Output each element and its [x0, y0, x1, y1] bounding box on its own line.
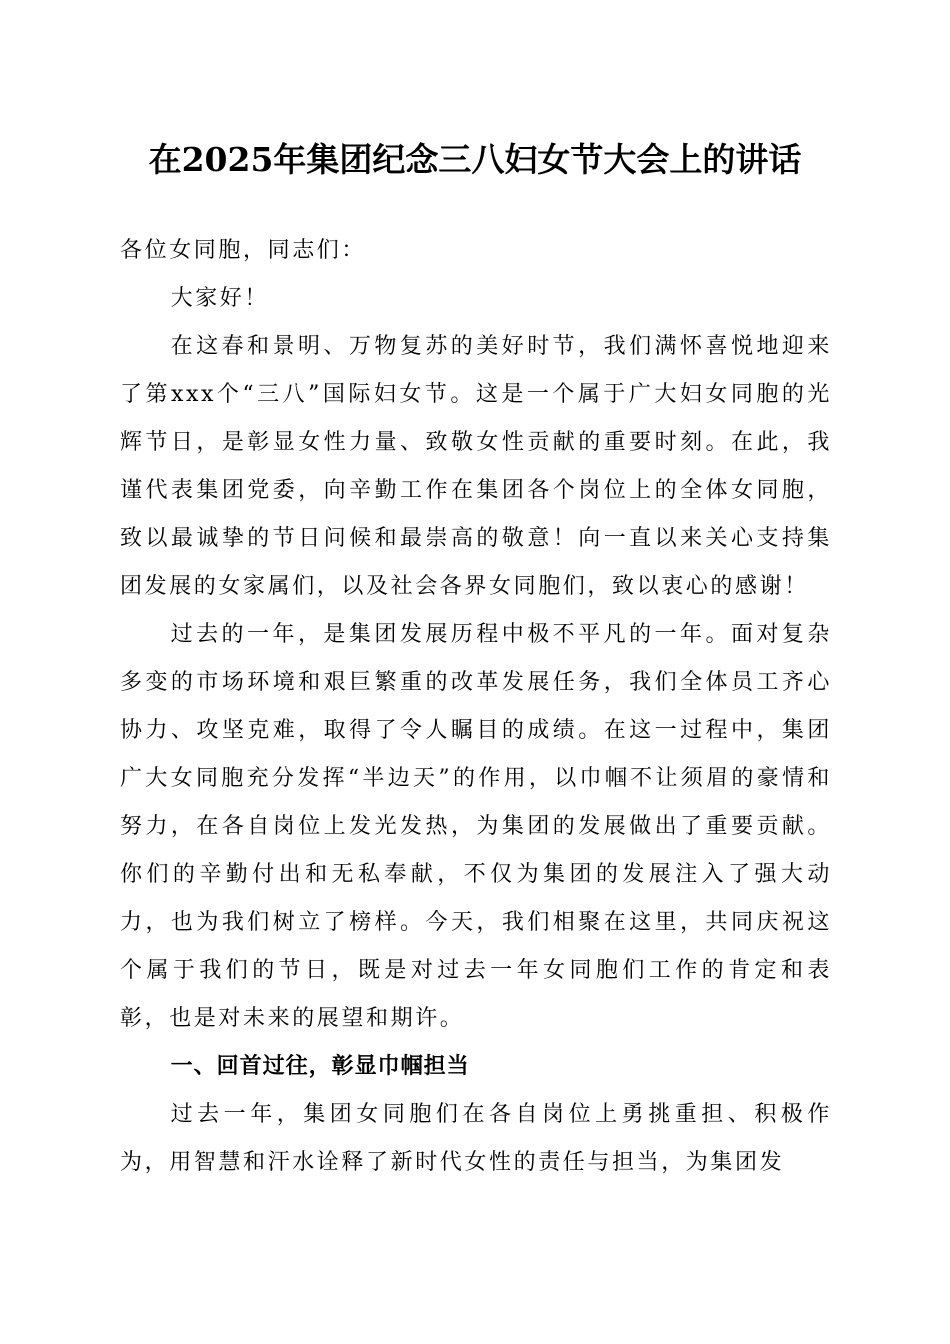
paragraph-3: 过去一年，集团女同胞们在各自岗位上勇挑重担、积极作为，用智慧和汗水诠释了新时代女性的责任与担当，为集团发: [120, 1102, 832, 1175]
greeting: 大家好！: [170, 286, 269, 311]
paragraph-2: 过去的一年，是集团发展历程中极不平凡的一年。面对复杂多变的市场环境和艰巨繁重的改革发展任务，我们全体员工齐心协力、攻坚克难，取得了令人瞩目的成绩。在这一过程中，集团广大女同胞充分发挥“半边天”的作用，以巾帼不让须眉的豪情和努力，在各自岗位上发光发热，为集团的发展做出了重要贡献。你们的辛勤付出和无私奉献，不仅为集团的发展注入了强大动力，也为我们树立了榜样。今天，我们相聚在这里，共同庆祝这个属于我们的节日，既是对过去一年女同胞们工作的肯定和表彰，也是对未来的展望和期许。: [120, 622, 832, 1031]
document-body: [120, 227, 832, 1187]
section-heading-1: 一、回首过往，彰显巾帼担当: [170, 1054, 470, 1079]
document-title: 在2025年集团纪念三八妇女节大会上的讲话: [148, 140, 802, 179]
paragraph-1: 在这春和景明、万物复苏的美好时节，我们满怀喜悦地迎来了第xxx个“三八”国际妇女节。这是一个属于广大妇女同胞的光辉节日，是彰显女性力量、致敬女性贡献的重要时刻。在此，我谨代表集团党委，向辛勤工作在集团各个岗位上的全体女同胞，致以最诚挚的节日问候和最崇高的敬意！向一直以来关心支持集团发展的女家属们，以及社会各界女同胞们，致以衷心的感谢！: [120, 334, 832, 599]
salutation: 各位女同胞，同志们：: [120, 238, 367, 263]
